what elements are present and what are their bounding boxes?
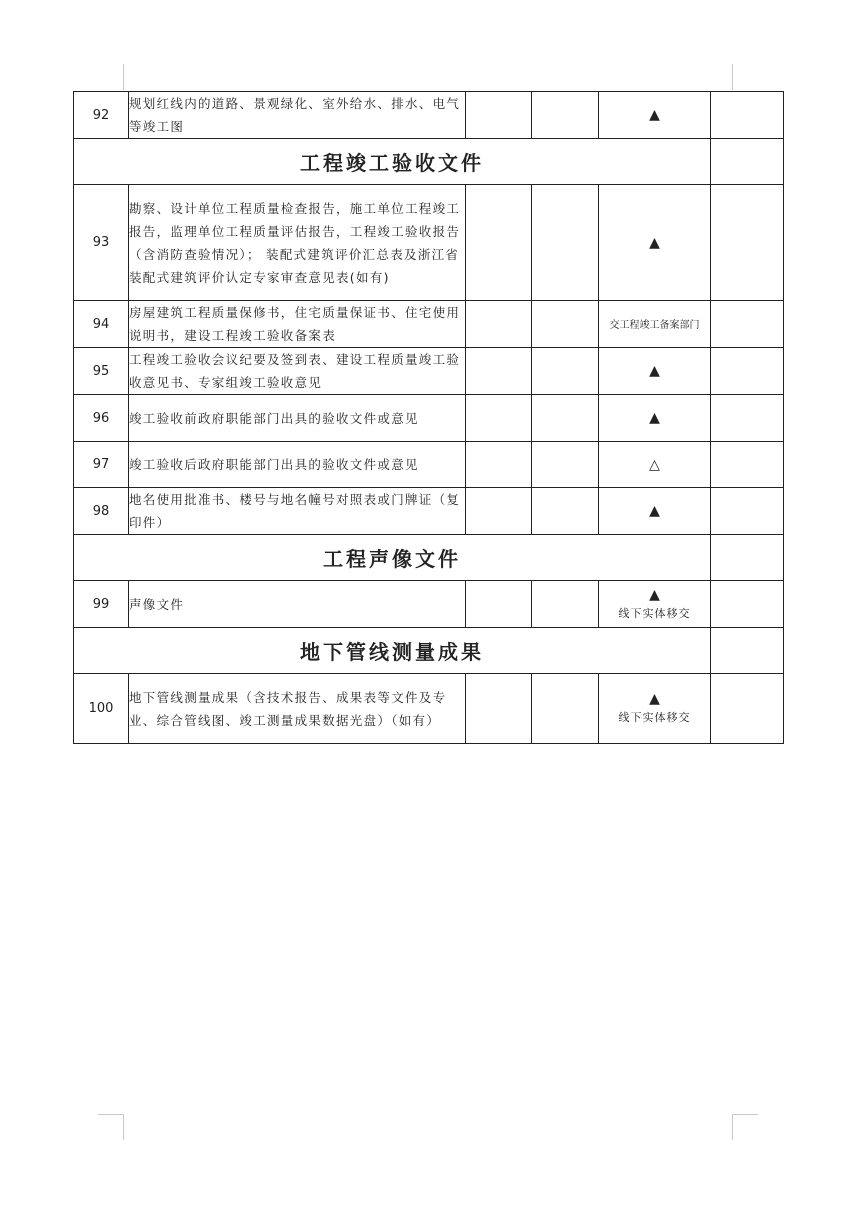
empty-cell [466,674,532,744]
crop-mark-bottom-left-h [98,1114,124,1115]
crop-mark-bottom-left-v [123,1114,124,1140]
crop-mark-bottom-right-h [732,1114,758,1115]
crop-mark-bottom-right-v [732,1114,733,1140]
empty-cell [532,348,599,395]
required-mark-cell [599,185,711,301]
row-number: 97 [74,442,129,488]
row-number: 92 [74,92,129,139]
note-cell [599,301,711,348]
empty-cell [466,185,532,301]
document-name: 声像文件 [129,581,466,628]
empty-cell [711,185,784,301]
empty-cell [711,488,784,535]
document-name: 地下管线测量成果（含技术报告、成果表等文件及专业、综合管线图、竣工测量成果数据光盘）（如有） [129,674,466,744]
table-row [74,301,784,348]
filled-triangle-mark: ▲ [649,363,660,379]
document-name: 规划红线内的道路、景观绿化、室外给水、排水、电气等竣工图 [129,92,466,139]
section-title: 地下管线测量成果 [74,628,711,674]
document-name: 竣工验收后政府职能部门出具的验收文件或意见 [129,442,466,488]
document-name: 地名使用批准书、楼号与地名幢号对照表或门牌证（复印件） [129,488,466,535]
empty-cell [532,674,599,744]
row-number: 95 [74,348,129,395]
row-number: 99 [74,581,129,628]
empty-cell [532,92,599,139]
empty-cell [532,581,599,628]
filled-triangle-mark: ▲ [649,234,660,251]
empty-cell [532,488,599,535]
note-text: 交工程竣工备案部门 [609,320,700,331]
required-mark-cell [599,581,711,628]
empty-cell [711,628,784,674]
required-mark-cell [599,488,711,535]
empty-cell [466,395,532,442]
empty-cell [711,348,784,395]
empty-cell [711,581,784,628]
empty-cell [711,139,784,185]
optional-mark-cell [599,442,711,488]
empty-cell [711,442,784,488]
filled-triangle-mark: ▲ [649,410,660,426]
section-row [74,628,784,674]
table-row [74,348,784,395]
table-row [74,488,784,535]
table-row [74,92,784,139]
hollow-triangle-mark: △ [649,456,660,473]
row-number: 96 [74,395,129,442]
required-mark-cell [599,674,711,744]
empty-cell [532,395,599,442]
section-title: 工程声像文件 [74,535,711,581]
row-number: 94 [74,301,129,348]
empty-cell [466,442,532,488]
table-row [74,395,784,442]
empty-cell [711,301,784,348]
empty-cell [711,674,784,744]
empty-cell [466,301,532,348]
row-number: 98 [74,488,129,535]
document-name: 房屋建筑工程质量保修书，住宅质量保证书、住宅使用说明书，建设工程竣工验收备案表 [129,301,466,348]
required-mark-cell [599,348,711,395]
section-row [74,139,784,185]
table-row [74,185,784,301]
empty-cell [466,348,532,395]
document-name: 竣工验收前政府职能部门出具的验收文件或意见 [129,395,466,442]
empty-cell [532,301,599,348]
document-name: 勘察、设计单位工程质量检查报告，施工单位工程竣工报告，监理单位工程质量评估报告，工程竣工验收报告（含消防查验情况）； 装配式建筑评价汇总表及浙江省装配式建筑评价认定专家审查意见表(如有) [129,185,466,301]
filled-triangle-mark: ▲ [649,586,660,603]
section-title: 工程竣工验收文件 [74,139,711,185]
table-row [74,674,784,744]
document-name: 工程竣工验收会议纪要及签到表、建设工程质量竣工验收意见书、专家组竣工验收意见 [129,348,466,395]
filled-triangle-mark: ▲ [649,691,660,707]
required-mark-cell [599,92,711,139]
table-row [74,442,784,488]
section-row [74,535,784,581]
required-mark-cell [599,395,711,442]
table-row [74,581,784,628]
empty-cell [711,395,784,442]
empty-cell [532,185,599,301]
empty-cell [466,488,532,535]
filled-triangle-mark: ▲ [649,503,660,519]
filled-triangle-mark: ▲ [649,107,660,123]
row-number: 100 [74,674,129,744]
row-number: 93 [74,185,129,301]
handover-note: 线下实体移交 [618,606,691,620]
empty-cell [532,442,599,488]
crop-mark-top-right [732,64,733,90]
archive-list-table [73,91,784,744]
empty-cell [711,92,784,139]
empty-cell [711,535,784,581]
empty-cell [466,92,532,139]
crop-mark-top-left [123,64,124,90]
handover-note: 线下实体移交 [618,711,691,724]
empty-cell [466,581,532,628]
